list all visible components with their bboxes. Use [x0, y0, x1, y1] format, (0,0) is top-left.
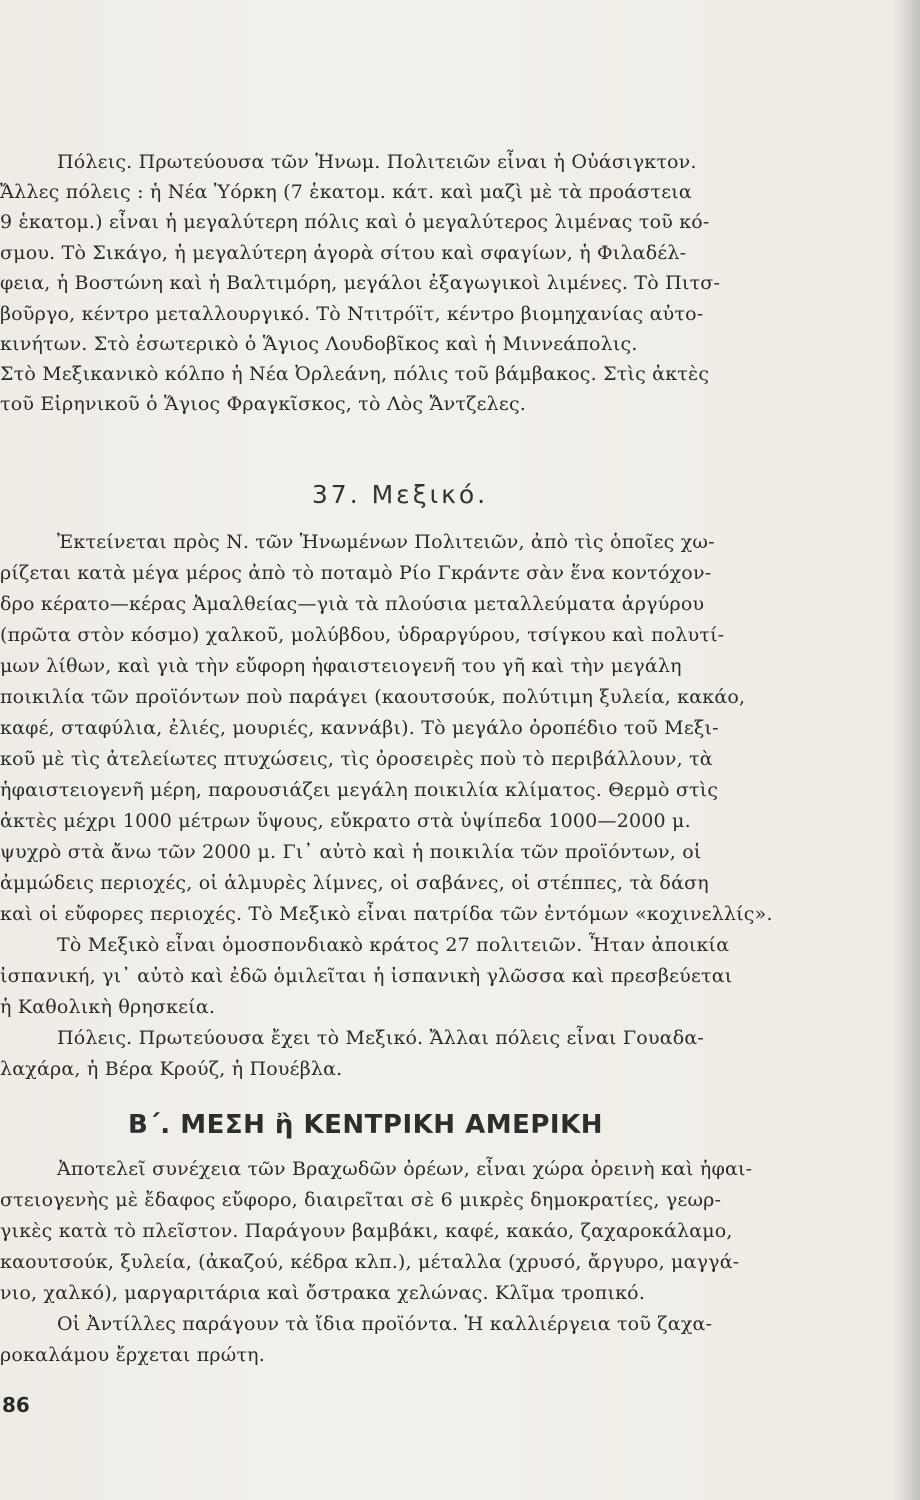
text-line: καφέ, σταφύλια, ἐλιές, μουριές, καννάβι). Τὸ μεγάλο ὀροπέδιο τοῦ Μεξι- — [0, 717, 719, 739]
text-line: ψυχρὸ στὰ ἄνω τῶν 2000 μ. Γι᾿ αὐτὸ καὶ ἡ ποικιλία τῶν προϊόντων, οἱ — [0, 841, 702, 863]
text-line: Ἀποτελεῖ συνέχεια τῶν Βραχωδῶν ὀρέων, εἶναι χώρα ὀρεινὴ καὶ ἡφαι- — [57, 1158, 753, 1180]
text-line: ἰσπανική, γι᾿ αὐτὸ καὶ ἐδῶ ὁμιλεῖται ἡ ἰσπανικὴ γλῶσσα καὶ πρεσβεύεται — [0, 965, 733, 987]
text-line: Πόλεις. Πρωτεύουσα ἔχει τὸ Μεξικό. Ἄλλαι πόλεις εἶναι Γουαδα- — [57, 1027, 705, 1049]
text-line: Ἐκτείνεται πρὸς Ν. τῶν Ἡνωμένων Πολιτειῶν, ἀπὸ τὶς ὁποῖες χω- — [57, 531, 715, 553]
text-line: (πρῶτα στὸν κόσμο) χαλκοῦ, μολύβδου, ὑδραργύρου, τσίγκου καὶ πολυτί- — [0, 624, 725, 646]
text-line: καὶ οἱ εὔφορες περιοχές. Τὸ Μεξικὸ εἶναι πατρίδα τῶν ἐντόμων «κοχινελλίς». — [0, 903, 773, 925]
text-line: μων λίθων, καὶ γιὰ τὴν εὔφορη ἡφαιστειογενῆ του γῆ καὶ τὴν μεγάλη — [0, 655, 682, 677]
section-heading-mexico: 37. Μεξικό. — [311, 480, 489, 509]
text-line: 9 ἑκατομ.) εἶναι ἡ μεγαλύτερη πόλις καὶ ὁ μεγαλύτερος λιμένας τοῦ κό- — [0, 211, 710, 233]
section-heading-central-america: Β΄. ΜΕΣΗ ἢ ΚΕΝΤΡΙΚΗ ΑΜΕΡΙΚΗ — [128, 1110, 603, 1140]
text-line: δρο κέρατο—κέρας Ἀμαλθείας—γιὰ τὰ πλούσια μεταλλεύματα ἀργύρου — [0, 593, 705, 615]
text-line: Πόλεις. Πρωτεύουσα τῶν Ἡνωμ. Πολιτειῶν εἶναι ἡ Οὐάσιγκτον. — [57, 151, 697, 173]
text-line: Στὸ Μεξικανικὸ κόλπο ἡ Νέα Ὀρλεάνη, πόλις τοῦ βάμβακος. Στὶς ἀκτὲς — [0, 363, 710, 385]
text-line: ποικιλία τῶν προϊόντων ποὺ παράγει (καουτσούκ, πολύτιμη ξυλεία, κακάο, — [0, 686, 746, 708]
page-edge-shadow — [894, 0, 920, 1500]
text-line: λαχάρα, ἡ Βέρα Κρούζ, ἡ Πουέβλα. — [0, 1058, 343, 1080]
text-line: κοῦ μὲ τὶς ἀτελείωτες πτυχώσεις, τὶς ὀροσειρὲς ποὺ τὸ περιβάλλουν, τὰ — [0, 748, 713, 770]
text-line: στειογενὴς μὲ ἔδαφος εὔφορο, διαιρεῖται σὲ 6 μικρὲς δημοκρατίες, γεωρ- — [0, 1189, 722, 1211]
text-line: ἀκτὲς μέχρι 1000 μέτρων ὕψους, εὔκρατο στὰ ὑψίπεδα 1000—2000 μ. — [0, 810, 691, 832]
text-line: Οἱ Ἀντίλλες παράγουν τὰ ἴδια προϊόντα. Ἡ καλλιέργεια τοῦ ζαχα- — [57, 1313, 713, 1335]
text-line: σμου. Τὸ Σικάγο, ἡ μεγαλύτερη ἀγορὰ σίτου καὶ σφαγίων, ἡ Φιλαδέλ- — [0, 242, 687, 264]
text-line: ροκαλάμου ἔρχεται πρώτη. — [0, 1344, 266, 1366]
text-line: καουτσούκ, ξυλεία, (ἀκαζού, κέδρα κλπ.), μέταλλα (χρυσό, ἄργυρο, μαγγά- — [0, 1251, 740, 1273]
page-number: 86 — [2, 1393, 30, 1417]
text-line: φεια, ἡ Βοστώνη καὶ ἡ Βαλτιμόρη, μεγάλοι ἐξαγωγικοὶ λιμένες. Τὸ Πιτσ- — [0, 272, 721, 294]
text-line: βοῦργο, κέντρο μεταλλουργικό. Τὸ Ντιτρόϊτ, κέντρο βιομηχανίας αὐτο- — [0, 303, 704, 325]
text-line: ἡφαιστειογενῆ μέρη, παρουσιάζει μεγάλη ποικιλία κλίματος. Θερμὸ στὶς — [0, 779, 719, 801]
text-line: τοῦ Εἰρηνικοῦ ὁ Ἅγιος Φραγκῖσκος, τὸ Λὸς Ἄντζελες. — [0, 393, 527, 415]
text-line: ἡ Καθολικὴ θρησκεία. — [0, 996, 216, 1018]
text-line: ἀμμώδεις περιοχές, οἱ ἁλμυρὲς λίμνες, οἱ σαβάνες, οἱ στέππες, τὰ δάση — [0, 872, 709, 894]
text-line: Τὸ Μεξικὸ εἶναι ὁμοσπονδιακὸ κράτος 27 πολιτειῶν. Ἦταν ἀποικία — [57, 934, 730, 956]
text-line: Ἄλλες πόλεις : ἡ Νέα Ὑόρκη (7 ἑκατομ. κάτ. καὶ μαζὶ μὲ τὰ προάστεια — [0, 181, 692, 203]
text-line: νιο, χαλκό), μαργαριτάρια καὶ ὄστρακα χελώνας. Κλῖμα τροπικό. — [0, 1282, 646, 1304]
text-line: γικὲς κατὰ τὸ πλεῖστον. Παράγουν βαμβάκι, καφέ, κακάο, ζαχαροκάλαμο, — [0, 1220, 733, 1242]
text-line: κινήτων. Στὸ ἐσωτερικὸ ὁ Ἅγιος Λουδοβῖκος καὶ ἡ Μιννεάπολις. — [0, 333, 638, 355]
text-line: ρίζεται κατὰ μέγα μέρος ἀπὸ τὸ ποταμὸ Ρίο Γκράντε σὰν ἕνα κοντόχον- — [0, 562, 712, 584]
